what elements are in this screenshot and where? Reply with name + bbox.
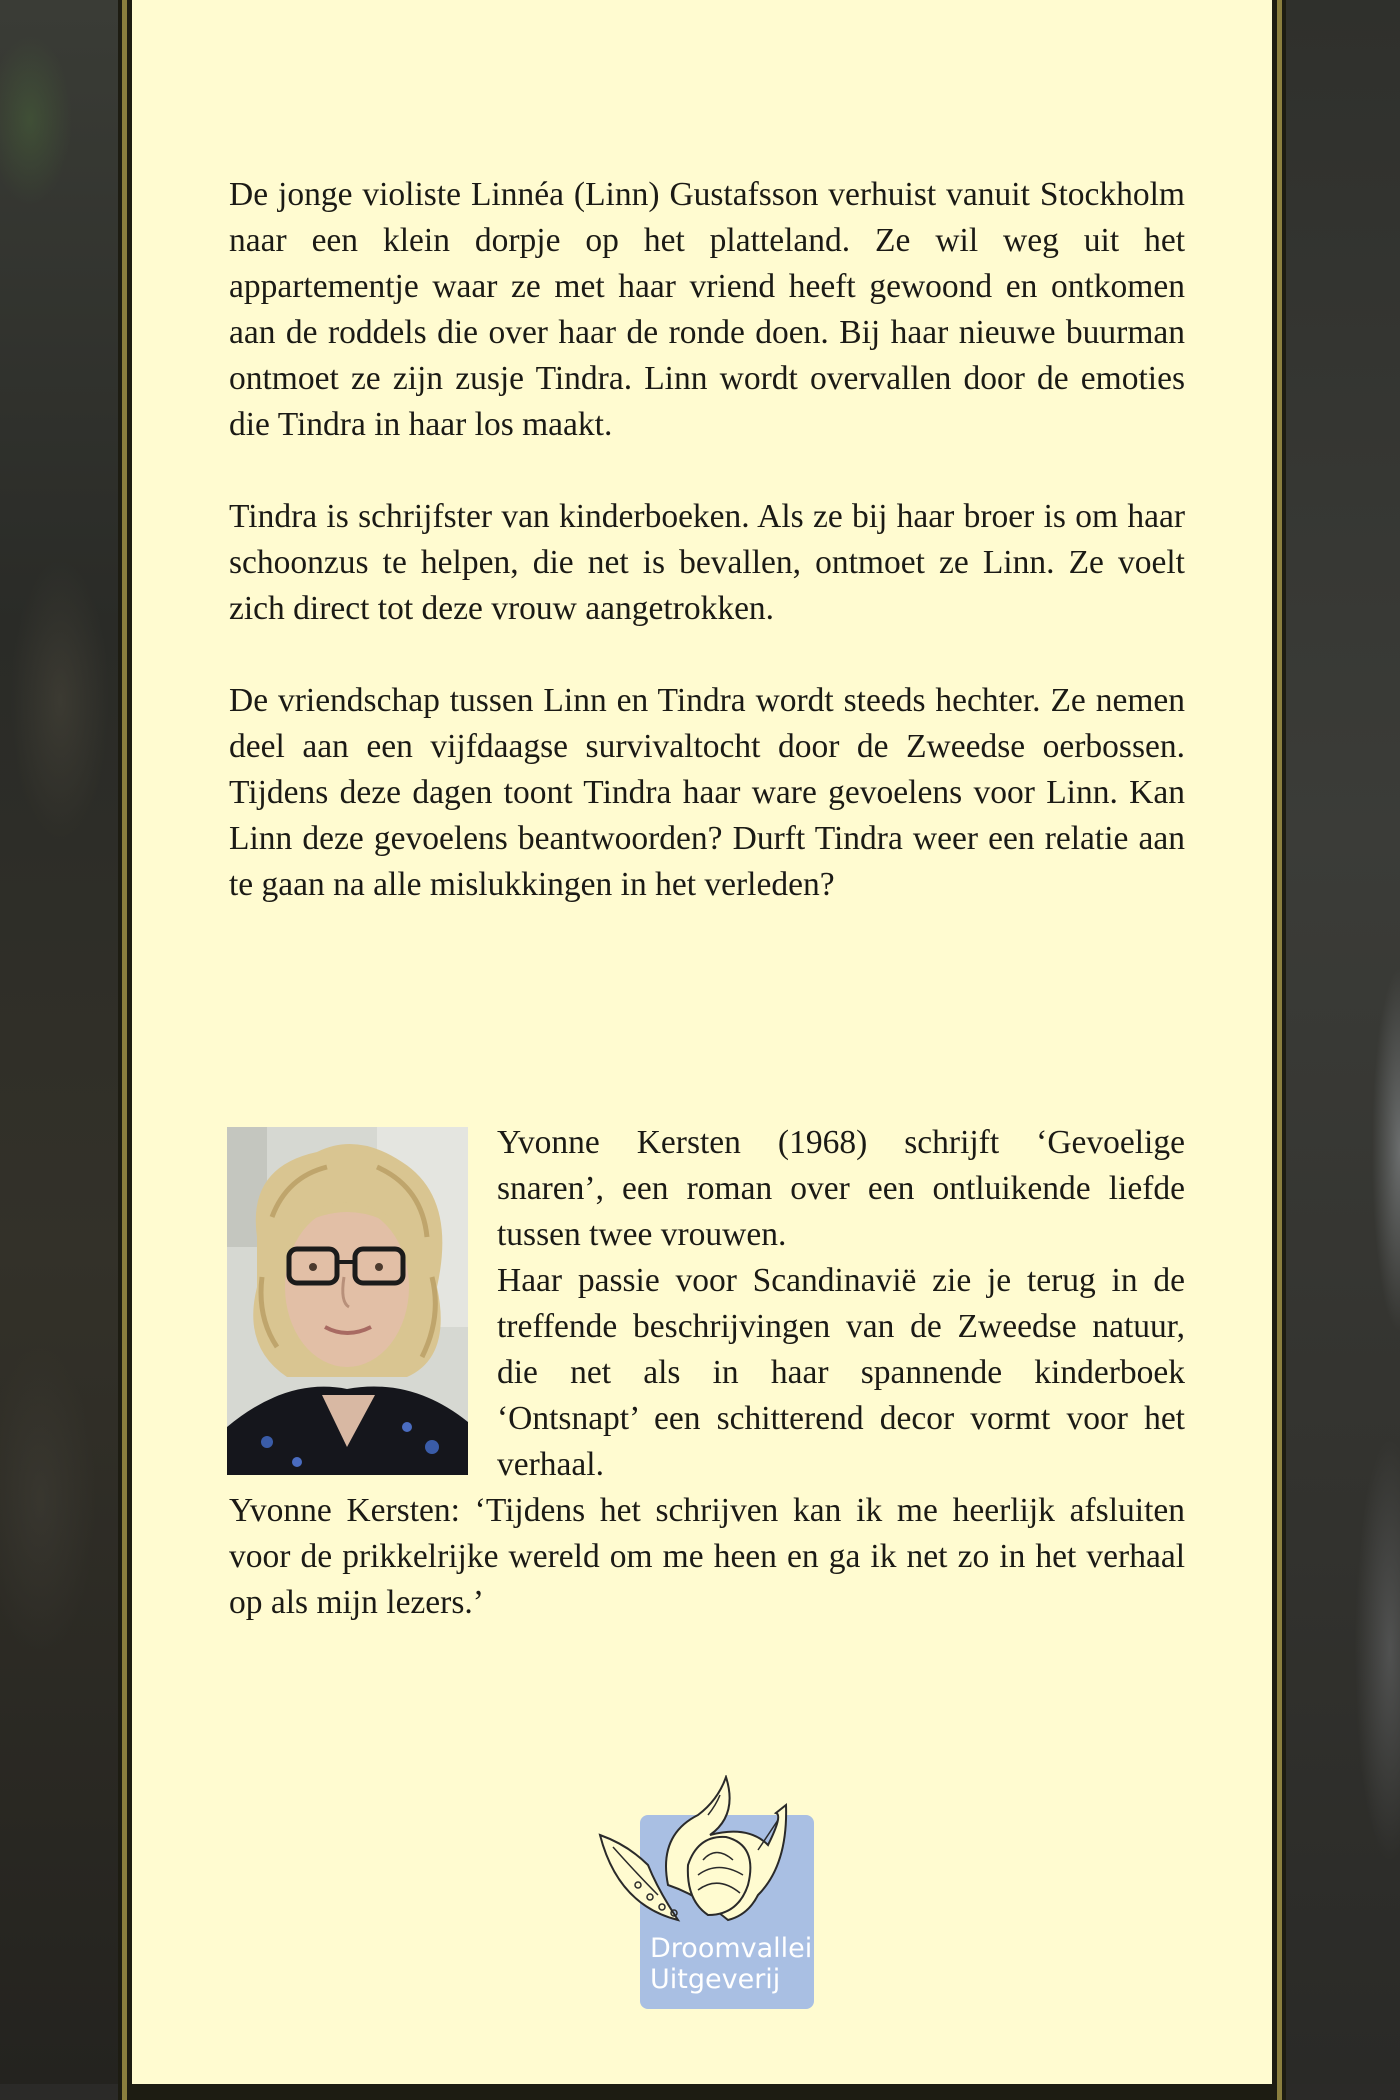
background-left-blur (0, 0, 124, 2084)
author-bio-passion: Haar passie voor Scandinavië zie je terug in de treffende beschrijvingen van de Zweedse natuur, die net als in haar spannende kinderboek ‘Ontsnapt’ een schitterend decor vormt voor het verhaal. (497, 1262, 1185, 1483)
blurb-paragraph-2: Tindra is schrijfster van kinderboeken. Als ze bij haar broer is om haar schoonzus te helpen, die net is bevallen, ontmoet ze Linn. Ze voelt zich direct tot deze vrouw aangetrokken. (229, 498, 1185, 627)
publisher-name-line1: Droomvallei (650, 1933, 813, 1964)
book-blurb (229, 172, 1185, 954)
author-quote: Yvonne Kersten: ‘Tijdens het schrijven kan ik me heerlijk afsluiten voor de prikkelrijke wereld om me heen en ga ik net zo in het verhaal op als mijn lezers.’ (229, 1492, 1185, 1621)
blurb-paragraph-1: De jonge violiste Linnéa (Linn) Gustafsson verhuist vanuit Stockholm naar een klein dorpje op het platteland. Ze wil weg uit het appartementje waar ze met haar vriend heeft gewoond en ontkomen aan de roddels die over haar de ronde doen. Bij haar nieuwe buurman ontmoet ze zijn zusje Tindra. Linn wordt overvallen door de emoties die Tindra in haar los maakt. (229, 176, 1185, 443)
publisher-name (650, 1933, 813, 1995)
bird-icon (598, 1775, 814, 1935)
author-bio (229, 1120, 1185, 1626)
background-right-blur (1280, 0, 1400, 2084)
blurb-paragraph-3: De vriendschap tussen Linn en Tindra wordt steeds hechter. Ze nemen deel aan een vijfdaagse survivaltocht door de Zweedse oerbossen. Tijdens deze dagen toont Tindra haar ware gevoelens voor Linn. Kan Linn deze gevoelens beantwoorden? Durft Tindra weer een relatie aan te gaan na alle mislukkingen in het verleden? (229, 682, 1185, 903)
publisher-logo (598, 1775, 814, 2011)
publisher-name-line2: Uitgeverij (650, 1964, 781, 1995)
author-bio-intro: Yvonne Kersten (1968) schrijft ‘Gevoelige snaren’, een roman over een ontluikende liefde tussen twee vrouwen. (497, 1124, 1185, 1253)
